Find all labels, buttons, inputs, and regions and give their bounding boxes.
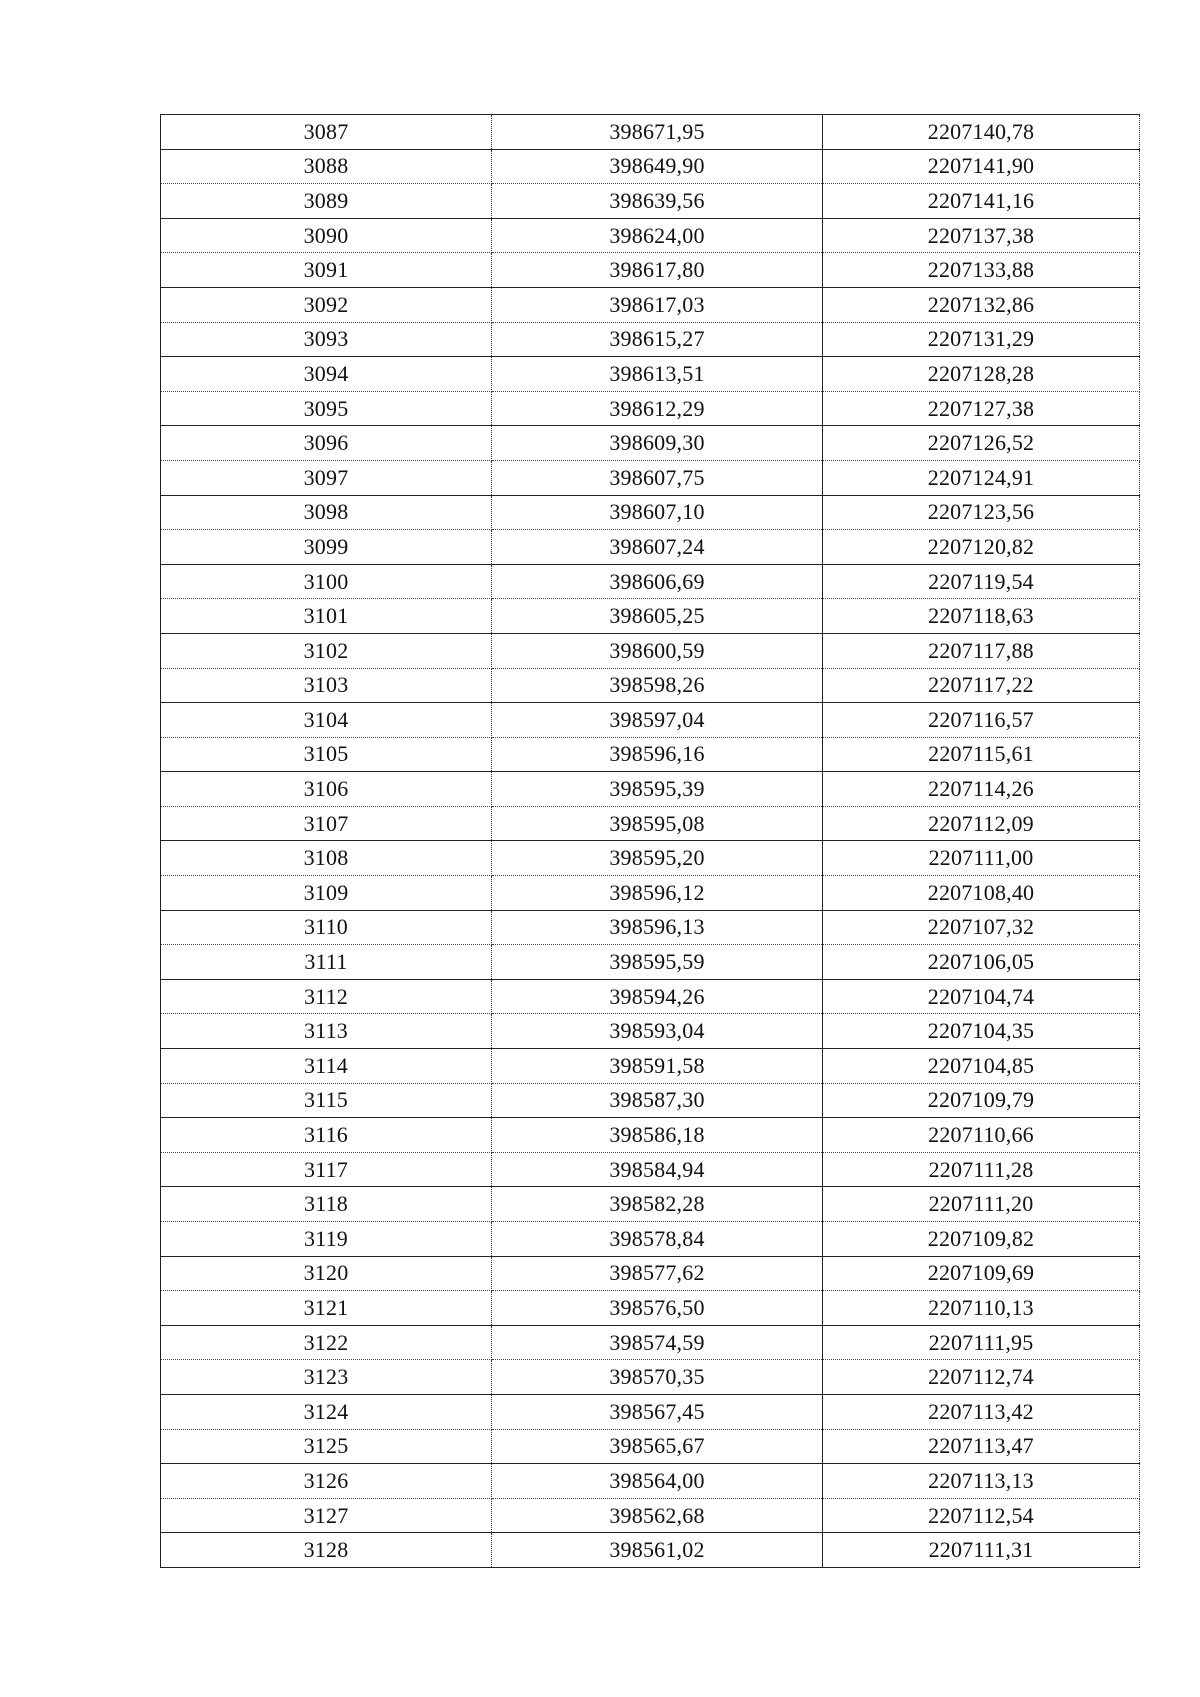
point-number-cell: 3101 <box>161 599 492 634</box>
point-number-cell: 3100 <box>161 564 492 599</box>
y-coordinate-cell: 2207110,66 <box>823 1118 1140 1153</box>
y-coordinate-cell: 2207117,22 <box>823 668 1140 703</box>
point-number-cell: 3126 <box>161 1464 492 1499</box>
y-coordinate-cell: 2207127,38 <box>823 391 1140 426</box>
point-number-cell: 3122 <box>161 1325 492 1360</box>
x-coordinate-cell: 398639,56 <box>492 184 823 219</box>
y-coordinate-cell: 2207113,13 <box>823 1464 1140 1499</box>
point-number-cell: 3106 <box>161 772 492 807</box>
point-number-cell: 3116 <box>161 1118 492 1153</box>
x-coordinate-cell: 398600,59 <box>492 633 823 668</box>
x-coordinate-cell: 398605,25 <box>492 599 823 634</box>
x-coordinate-cell: 398596,12 <box>492 876 823 911</box>
y-coordinate-cell: 2207140,78 <box>823 115 1140 150</box>
x-coordinate-cell: 398565,67 <box>492 1429 823 1464</box>
table-row <box>161 772 1140 807</box>
x-coordinate-cell: 398624,00 <box>492 218 823 253</box>
y-coordinate-cell: 2207113,47 <box>823 1429 1140 1464</box>
table-row <box>161 1118 1140 1153</box>
table-row <box>161 979 1140 1014</box>
table-row <box>161 1360 1140 1395</box>
table-row <box>161 1152 1140 1187</box>
y-coordinate-cell: 2207128,28 <box>823 357 1140 392</box>
y-coordinate-cell: 2207108,40 <box>823 876 1140 911</box>
point-number-cell: 3125 <box>161 1429 492 1464</box>
point-number-cell: 3104 <box>161 703 492 738</box>
point-number-cell: 3110 <box>161 910 492 945</box>
table-row <box>161 426 1140 461</box>
point-number-cell: 3102 <box>161 633 492 668</box>
x-coordinate-cell: 398576,50 <box>492 1291 823 1326</box>
table-row <box>161 1394 1140 1429</box>
y-coordinate-cell: 2207120,82 <box>823 530 1140 565</box>
point-number-cell: 3088 <box>161 149 492 184</box>
point-number-cell: 3105 <box>161 737 492 772</box>
coordinates-table-body <box>161 115 1140 1568</box>
table-row <box>161 1256 1140 1291</box>
point-number-cell: 3112 <box>161 979 492 1014</box>
table-row <box>161 460 1140 495</box>
y-coordinate-cell: 2207107,32 <box>823 910 1140 945</box>
point-number-cell: 3121 <box>161 1291 492 1326</box>
point-number-cell: 3128 <box>161 1533 492 1568</box>
point-number-cell: 3127 <box>161 1498 492 1533</box>
x-coordinate-cell: 398593,04 <box>492 1014 823 1049</box>
x-coordinate-cell: 398591,58 <box>492 1049 823 1084</box>
point-number-cell: 3092 <box>161 287 492 322</box>
x-coordinate-cell: 398597,04 <box>492 703 823 738</box>
table-row <box>161 184 1140 219</box>
y-coordinate-cell: 2207109,69 <box>823 1256 1140 1291</box>
point-number-cell: 3117 <box>161 1152 492 1187</box>
point-number-cell: 3095 <box>161 391 492 426</box>
table-row <box>161 253 1140 288</box>
point-number-cell: 3103 <box>161 668 492 703</box>
y-coordinate-cell: 2207104,35 <box>823 1014 1140 1049</box>
point-number-cell: 3111 <box>161 945 492 980</box>
x-coordinate-cell: 398578,84 <box>492 1222 823 1257</box>
table-row <box>161 1291 1140 1326</box>
point-number-cell: 3124 <box>161 1394 492 1429</box>
x-coordinate-cell: 398567,45 <box>492 1394 823 1429</box>
y-coordinate-cell: 2207109,82 <box>823 1222 1140 1257</box>
point-number-cell: 3093 <box>161 322 492 357</box>
x-coordinate-cell: 398612,29 <box>492 391 823 426</box>
y-coordinate-cell: 2207111,00 <box>823 841 1140 876</box>
y-coordinate-cell: 2207115,61 <box>823 737 1140 772</box>
x-coordinate-cell: 398649,90 <box>492 149 823 184</box>
y-coordinate-cell: 2207111,20 <box>823 1187 1140 1222</box>
y-coordinate-cell: 2207126,52 <box>823 426 1140 461</box>
point-number-cell: 3091 <box>161 253 492 288</box>
y-coordinate-cell: 2207114,26 <box>823 772 1140 807</box>
table-row <box>161 599 1140 634</box>
y-coordinate-cell: 2207110,13 <box>823 1291 1140 1326</box>
x-coordinate-cell: 398562,68 <box>492 1498 823 1533</box>
x-coordinate-cell: 398582,28 <box>492 1187 823 1222</box>
point-number-cell: 3118 <box>161 1187 492 1222</box>
y-coordinate-cell: 2207123,56 <box>823 495 1140 530</box>
point-number-cell: 3096 <box>161 426 492 461</box>
point-number-cell: 3123 <box>161 1360 492 1395</box>
table-row <box>161 876 1140 911</box>
point-number-cell: 3109 <box>161 876 492 911</box>
point-number-cell: 3115 <box>161 1083 492 1118</box>
x-coordinate-cell: 398595,59 <box>492 945 823 980</box>
table-row <box>161 1083 1140 1118</box>
table-row <box>161 322 1140 357</box>
table-row <box>161 1498 1140 1533</box>
x-coordinate-cell: 398606,69 <box>492 564 823 599</box>
table-row <box>161 1049 1140 1084</box>
y-coordinate-cell: 2207137,38 <box>823 218 1140 253</box>
y-coordinate-cell: 2207104,74 <box>823 979 1140 1014</box>
x-coordinate-cell: 398609,30 <box>492 426 823 461</box>
y-coordinate-cell: 2207113,42 <box>823 1394 1140 1429</box>
x-coordinate-cell: 398574,59 <box>492 1325 823 1360</box>
table-row <box>161 391 1140 426</box>
x-coordinate-cell: 398671,95 <box>492 115 823 150</box>
table-row <box>161 1187 1140 1222</box>
x-coordinate-cell: 398607,24 <box>492 530 823 565</box>
table-row <box>161 357 1140 392</box>
x-coordinate-cell: 398617,03 <box>492 287 823 322</box>
x-coordinate-cell: 398584,94 <box>492 1152 823 1187</box>
x-coordinate-cell: 398594,26 <box>492 979 823 1014</box>
x-coordinate-cell: 398561,02 <box>492 1533 823 1568</box>
x-coordinate-cell: 398607,75 <box>492 460 823 495</box>
x-coordinate-cell: 398570,35 <box>492 1360 823 1395</box>
point-number-cell: 3119 <box>161 1222 492 1257</box>
point-number-cell: 3094 <box>161 357 492 392</box>
y-coordinate-cell: 2207112,74 <box>823 1360 1140 1395</box>
x-coordinate-cell: 398577,62 <box>492 1256 823 1291</box>
table-row <box>161 1429 1140 1464</box>
y-coordinate-cell: 2207112,09 <box>823 806 1140 841</box>
x-coordinate-cell: 398587,30 <box>492 1083 823 1118</box>
table-row <box>161 668 1140 703</box>
table-row <box>161 564 1140 599</box>
x-coordinate-cell: 398598,26 <box>492 668 823 703</box>
point-number-cell: 3087 <box>161 115 492 150</box>
table-row <box>161 1464 1140 1499</box>
point-number-cell: 3099 <box>161 530 492 565</box>
x-coordinate-cell: 398607,10 <box>492 495 823 530</box>
y-coordinate-cell: 2207141,16 <box>823 184 1140 219</box>
y-coordinate-cell: 2207131,29 <box>823 322 1140 357</box>
x-coordinate-cell: 398586,18 <box>492 1118 823 1153</box>
table-row <box>161 945 1140 980</box>
table-row <box>161 115 1140 150</box>
table-row <box>161 495 1140 530</box>
point-number-cell: 3120 <box>161 1256 492 1291</box>
y-coordinate-cell: 2207133,88 <box>823 253 1140 288</box>
point-number-cell: 3089 <box>161 184 492 219</box>
y-coordinate-cell: 2207111,28 <box>823 1152 1140 1187</box>
y-coordinate-cell: 2207141,90 <box>823 149 1140 184</box>
table-row <box>161 1222 1140 1257</box>
y-coordinate-cell: 2207132,86 <box>823 287 1140 322</box>
table-row <box>161 530 1140 565</box>
point-number-cell: 3114 <box>161 1049 492 1084</box>
point-number-cell: 3108 <box>161 841 492 876</box>
y-coordinate-cell: 2207116,57 <box>823 703 1140 738</box>
x-coordinate-cell: 398595,08 <box>492 806 823 841</box>
y-coordinate-cell: 2207124,91 <box>823 460 1140 495</box>
y-coordinate-cell: 2207119,54 <box>823 564 1140 599</box>
point-number-cell: 3098 <box>161 495 492 530</box>
x-coordinate-cell: 398564,00 <box>492 1464 823 1499</box>
point-number-cell: 3097 <box>161 460 492 495</box>
table-row <box>161 910 1140 945</box>
x-coordinate-cell: 398596,16 <box>492 737 823 772</box>
table-row <box>161 1325 1140 1360</box>
coordinates-table <box>160 114 1140 1568</box>
x-coordinate-cell: 398613,51 <box>492 357 823 392</box>
x-coordinate-cell: 398617,80 <box>492 253 823 288</box>
table-row <box>161 1533 1140 1568</box>
y-coordinate-cell: 2207104,85 <box>823 1049 1140 1084</box>
table-row <box>161 806 1140 841</box>
table-row <box>161 633 1140 668</box>
x-coordinate-cell: 398596,13 <box>492 910 823 945</box>
x-coordinate-cell: 398595,20 <box>492 841 823 876</box>
y-coordinate-cell: 2207111,31 <box>823 1533 1140 1568</box>
y-coordinate-cell: 2207111,95 <box>823 1325 1140 1360</box>
table-row <box>161 737 1140 772</box>
table-row <box>161 1014 1140 1049</box>
y-coordinate-cell: 2207109,79 <box>823 1083 1140 1118</box>
table-row <box>161 218 1140 253</box>
y-coordinate-cell: 2207106,05 <box>823 945 1140 980</box>
point-number-cell: 3113 <box>161 1014 492 1049</box>
table-row <box>161 841 1140 876</box>
x-coordinate-cell: 398615,27 <box>492 322 823 357</box>
table-row <box>161 287 1140 322</box>
y-coordinate-cell: 2207112,54 <box>823 1498 1140 1533</box>
table-row <box>161 703 1140 738</box>
y-coordinate-cell: 2207118,63 <box>823 599 1140 634</box>
y-coordinate-cell: 2207117,88 <box>823 633 1140 668</box>
x-coordinate-cell: 398595,39 <box>492 772 823 807</box>
table-row <box>161 149 1140 184</box>
point-number-cell: 3107 <box>161 806 492 841</box>
point-number-cell: 3090 <box>161 218 492 253</box>
